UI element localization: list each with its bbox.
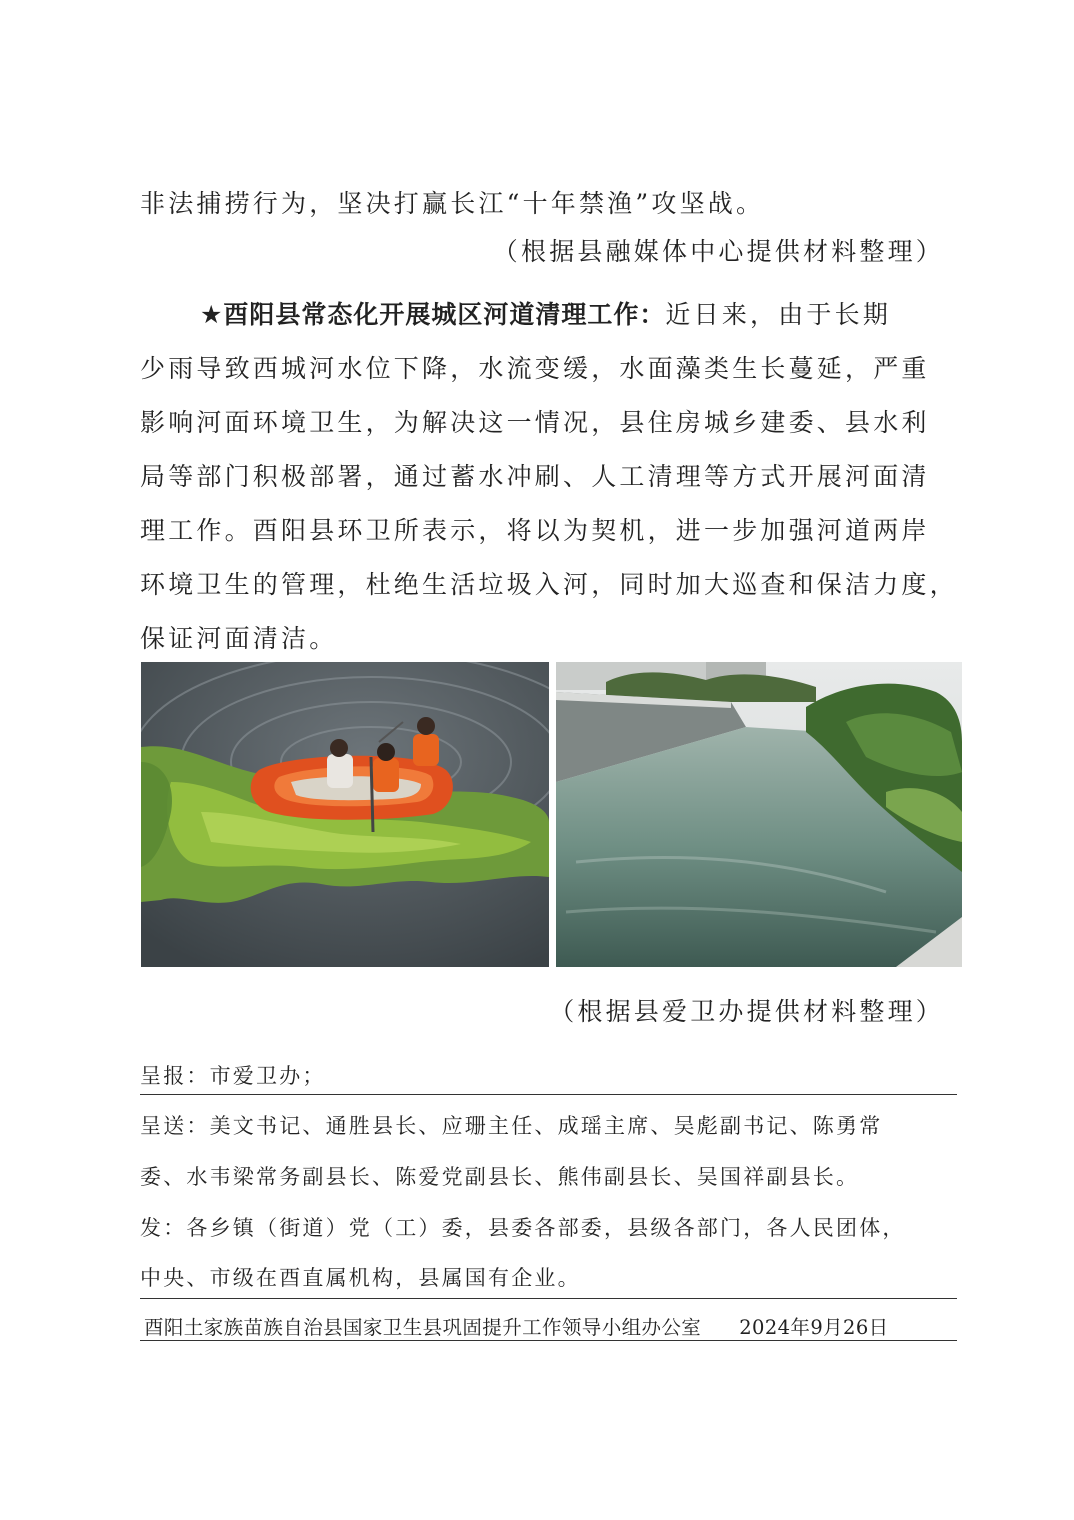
- issue-date: 2024年9月26日: [739, 1316, 889, 1339]
- issue-to-line: 中央、市级在酉直属机构，县属国有企业。: [140, 1266, 581, 1290]
- paragraph-line: 近日来，由于长期: [665, 300, 892, 329]
- issue-to-line: 发：各乡镇（街道）党（工）委，县委各部委，县级各部门，各人民团体，: [140, 1216, 906, 1240]
- paragraph-line: 保证河面清洁。: [140, 624, 338, 653]
- divider: [140, 1298, 957, 1299]
- divider: [140, 1340, 957, 1341]
- footer: [144, 1312, 889, 1340]
- paragraph-line: 少雨导致西城河水位下降，水流变缓，水面藻类生长蔓延，严重: [140, 354, 930, 383]
- paragraph-line: 局等部门积极部署，通过蓄水冲刷、人工清理等方式开展河面清: [140, 462, 930, 491]
- divider: [140, 1094, 957, 1095]
- send-to-line: 委、水韦梁常务副县长、陈爱党副县长、熊伟副县长、吴国祥副县长。: [140, 1165, 860, 1189]
- paragraph-line: 环境卫生的管理，杜绝生活垃圾入河，同时加大巡查和保洁力度，: [140, 570, 958, 599]
- report-to-line: 呈报：市爱卫办；: [140, 1064, 326, 1088]
- send-to-line: 呈送：美文书记、通胜县长、应珊主任、成瑶主席、吴彪副书记、陈勇常: [140, 1114, 883, 1138]
- boat-cleanup-photo: [141, 662, 549, 967]
- paragraph-line: 非法捕捞行为，坚决打赢长江“十年禁渔”攻坚战。: [140, 189, 765, 218]
- section-first-line: [200, 298, 1020, 332]
- source-note: （根据县爱卫办提供材料整理）: [549, 997, 944, 1026]
- issuing-office: 酉阳土家族苗族自治县国家卫生县巩固提升工作领导小组办公室: [144, 1316, 702, 1339]
- river-channel-photo: [556, 662, 962, 967]
- paragraph-line: 理工作。酉阳县环卫所表示，将以为契机，进一步加强河道两岸: [140, 516, 930, 545]
- source-note: （根据县融媒体中心提供材料整理）: [492, 237, 944, 266]
- paragraph-line: 影响河面环境卫生，为解决这一情况，县住房城乡建委、县水利: [140, 408, 930, 437]
- section-title: ★酉阳县常态化开展城区河道清理工作：: [200, 300, 666, 329]
